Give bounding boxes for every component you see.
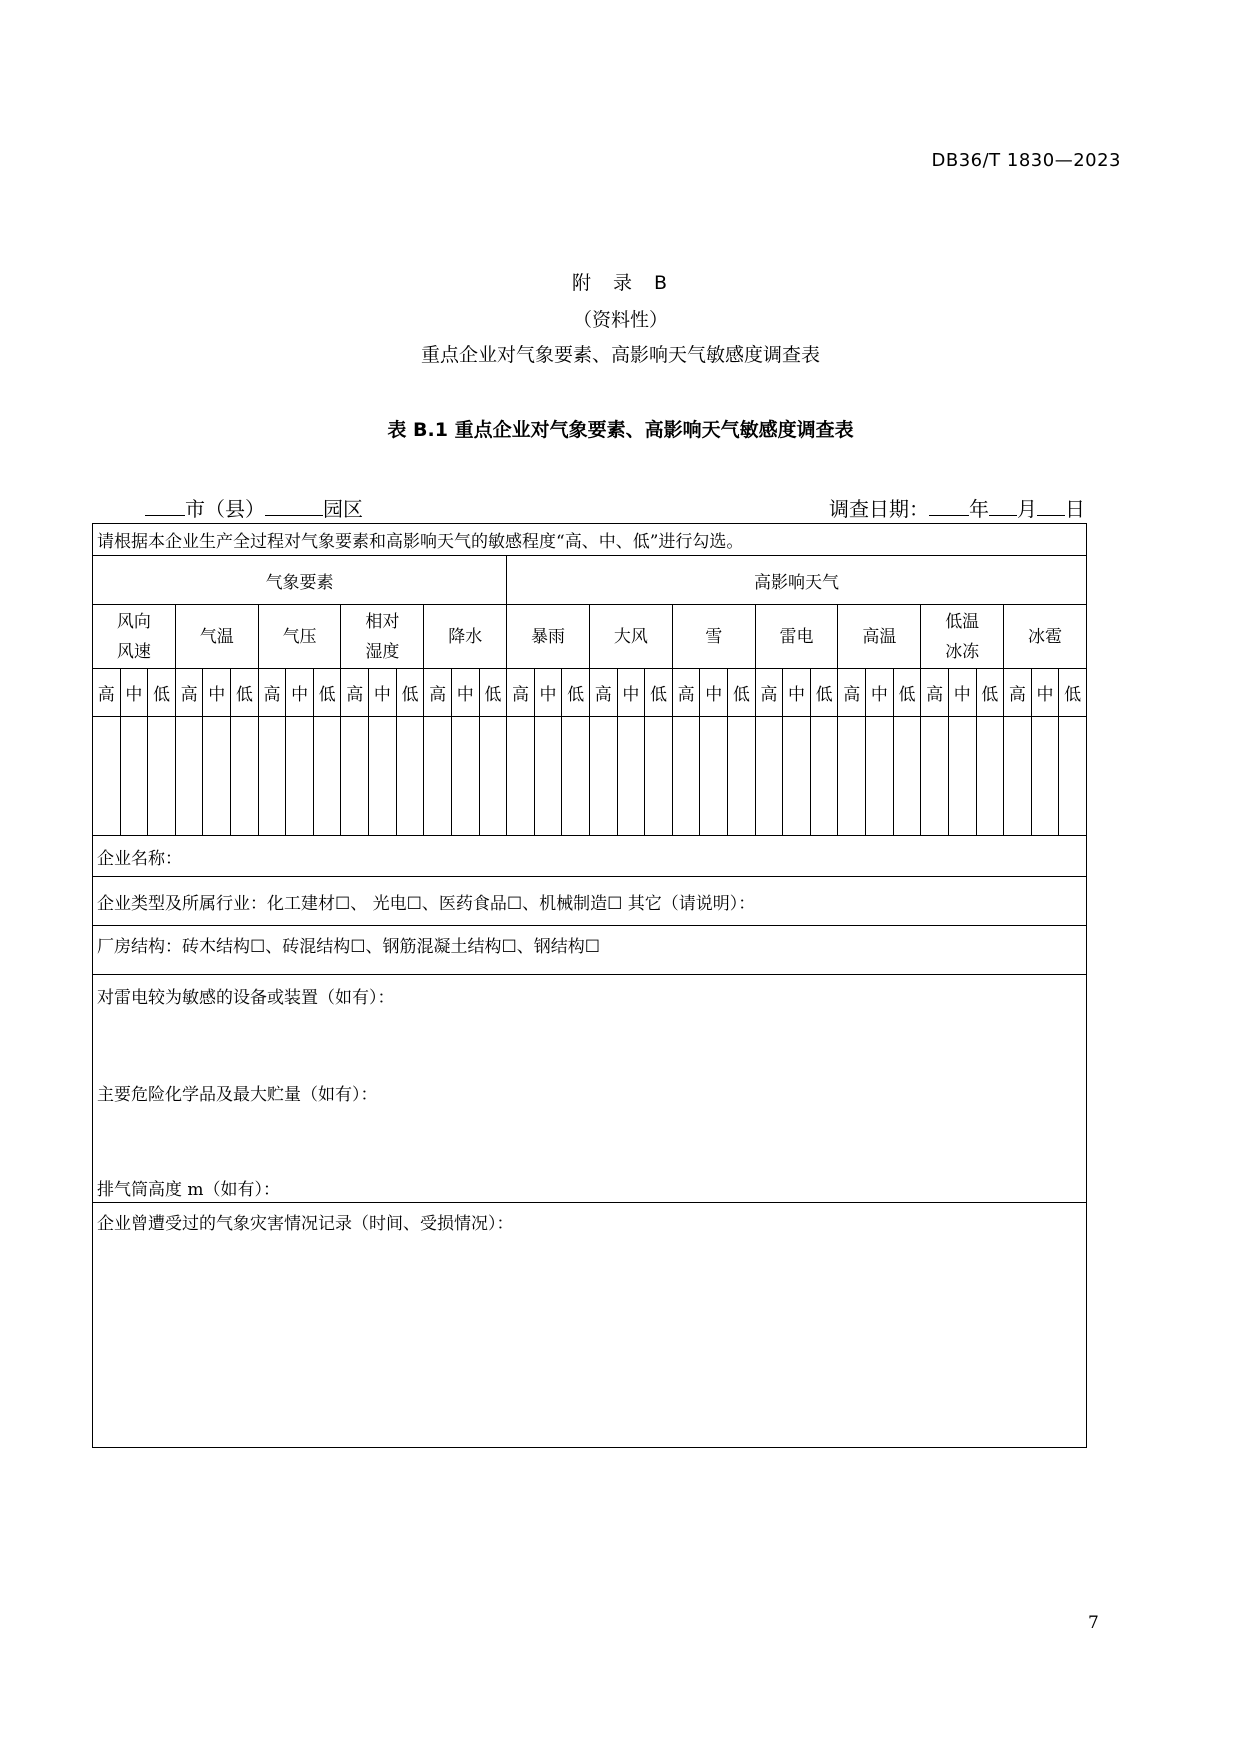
factor-label-line1: 气温 [199,626,234,647]
company-type-row [93,877,1087,926]
survey-meta-line [93,493,1085,523]
level-checkbox-cell[interactable] [700,717,728,836]
group-row [93,556,1087,605]
factor-header [1004,605,1087,669]
group-weather-elements: 气象要素 [93,556,507,605]
level-checkbox-cell[interactable] [507,717,535,836]
level-checkbox-cell[interactable] [948,717,976,836]
appendix-title: 重点企业对气象要素、高影响天气敏感度调查表 [420,344,820,366]
level-row [93,669,1087,717]
level-label: 低 [148,669,176,717]
lightning-devices-label: 对雷电较为敏感的设备或装置（如有）： [97,988,395,1008]
level-checkbox-cell[interactable] [672,717,700,836]
level-label: 高 [424,669,452,717]
company-name-row [93,836,1087,877]
level-label: 高 [838,669,866,717]
level-label: 低 [976,669,1004,717]
level-label: 中 [534,669,562,717]
level-checkbox-cell[interactable] [479,717,507,836]
level-label: 中 [1031,669,1059,717]
factor-label-line1: 雷电 [779,626,814,647]
level-checkbox-cell[interactable] [1031,717,1059,836]
factor-label-line1: 风向 [116,611,151,632]
checkbox-row [93,717,1087,836]
instruction-text: 请根据本企业生产全过程对气象要素和高影响天气的敏感程度“高、中、低”进行勾选。 [93,524,1087,556]
building-structure-row [93,926,1087,975]
standard-code: DB36/T 1830—2023 [931,150,1121,171]
location-fields [145,493,363,522]
level-label: 高 [1004,669,1032,717]
level-label: 中 [451,669,479,717]
level-checkbox-cell[interactable] [589,717,617,836]
date-fields [829,493,1085,522]
date-label: 调查日期： [829,497,929,521]
level-label: 中 [617,669,645,717]
level-checkbox-cell[interactable] [203,717,231,836]
year-label: 年 [969,497,989,521]
month-blank[interactable] [989,495,1017,516]
level-checkbox-cell[interactable] [617,717,645,836]
factor-label-line1: 相对 [365,611,400,632]
table-title: 表 B.1 重点企业对气象要素、高影响天气敏感度调查表 [387,419,854,441]
factor-header [424,605,507,669]
level-label: 高 [755,669,783,717]
factor-label-line1: 暴雨 [531,626,566,647]
level-label: 中 [286,669,314,717]
level-label: 高 [672,669,700,717]
level-label: 低 [562,669,590,717]
level-checkbox-cell[interactable] [838,717,866,836]
level-label: 低 [313,669,341,717]
park-blank[interactable] [265,495,323,516]
level-label: 中 [120,669,148,717]
building-structure-field[interactable]: 厂房结构：砖木结构☐、砖混结构☐、钢筋混凝土结构☐、钢结构☐ [93,926,1087,975]
level-label: 中 [700,669,728,717]
disaster-record-field[interactable]: 企业曾遭受过的气象灾害情况记录（时间、受损情况）： [93,1203,1087,1448]
page-number: 7 [1088,1613,1099,1633]
city-blank[interactable] [145,495,185,516]
level-checkbox-cell[interactable] [424,717,452,836]
park-label: 园区 [323,497,363,521]
factor-row [93,605,1087,669]
level-checkbox-cell[interactable] [810,717,838,836]
factor-label-line1: 冰雹 [1028,626,1063,647]
level-label: 高 [341,669,369,717]
level-label: 低 [645,669,673,717]
level-label: 高 [93,669,121,717]
factor-header [838,605,921,669]
level-checkbox-cell[interactable] [286,717,314,836]
level-checkbox-cell[interactable] [783,717,811,836]
factor-header [93,605,176,669]
level-checkbox-cell[interactable] [728,717,756,836]
level-label: 高 [258,669,286,717]
level-checkbox-cell[interactable] [451,717,479,836]
factor-label-line1: 雪 [705,626,723,647]
level-checkbox-cell[interactable] [755,717,783,836]
factor-label-line1: 高温 [862,626,897,647]
level-label: 高 [589,669,617,717]
disaster-record-row [93,1203,1087,1448]
company-type-field[interactable]: 企业类型及所属行业：化工建材☐、 光电☐、医药食品☐、机械制造☐ 其它（请说明）： [93,877,1087,926]
survey-table [92,523,1087,1448]
appendix-label: 附录B [571,272,690,294]
level-label: 低 [1059,669,1087,717]
level-checkbox-cell[interactable] [231,717,259,836]
appendix-title-block [0,268,1241,367]
level-label: 高 [507,669,535,717]
details-row [93,975,1087,1203]
chimney-height-label: 排气筒高度 m（如有）： [97,1180,281,1200]
factor-label-line1: 低温 [945,611,980,632]
instruction-row [93,524,1087,556]
factor-header [672,605,755,669]
day-blank[interactable] [1037,495,1065,516]
month-label: 月 [1017,497,1037,521]
factor-header [507,605,590,669]
appendix-nature: （资料性） [572,309,668,331]
level-checkbox-cell[interactable] [341,717,369,836]
level-checkbox-cell[interactable] [921,717,949,836]
level-label: 低 [231,669,259,717]
factor-header [921,605,1004,669]
level-checkbox-cell[interactable] [93,717,121,836]
company-name-field[interactable]: 企业名称： [93,836,1087,877]
factor-label-line1: 气压 [282,626,317,647]
factor-header [341,605,424,669]
level-label: 中 [783,669,811,717]
level-checkbox-cell[interactable] [976,717,1004,836]
level-checkbox-cell[interactable] [396,717,424,836]
level-checkbox-cell[interactable] [645,717,673,836]
level-label: 低 [396,669,424,717]
level-checkbox-cell[interactable] [369,717,397,836]
factor-label-line1: 大风 [613,626,648,647]
factor-header [755,605,838,669]
level-checkbox-cell[interactable] [148,717,176,836]
year-blank[interactable] [929,495,969,516]
factor-header [175,605,258,669]
factor-label-line1: 降水 [448,626,483,647]
level-checkbox-cell[interactable] [866,717,894,836]
level-label: 高 [175,669,203,717]
level-label: 中 [948,669,976,717]
group-high-impact-weather: 高影响天气 [507,556,1087,605]
level-label: 低 [479,669,507,717]
level-checkbox-cell[interactable] [175,717,203,836]
level-label: 低 [728,669,756,717]
level-checkbox-cell[interactable] [893,717,921,836]
level-label: 高 [921,669,949,717]
level-label: 中 [866,669,894,717]
level-checkbox-cell[interactable] [313,717,341,836]
factor-label-line2: 风速 [116,641,151,662]
day-label: 日 [1065,497,1085,521]
level-checkbox-cell[interactable] [1004,717,1032,836]
level-label: 低 [893,669,921,717]
level-checkbox-cell[interactable] [1059,717,1087,836]
factor-header [589,605,672,669]
level-checkbox-cell[interactable] [534,717,562,836]
level-label: 中 [369,669,397,717]
level-checkbox-cell[interactable] [258,717,286,836]
factor-header [258,605,341,669]
level-checkbox-cell[interactable] [120,717,148,836]
level-label: 中 [203,669,231,717]
hazardous-chemicals-label: 主要危险化学品及最大贮量（如有）： [97,1085,378,1105]
details-cell[interactable] [93,975,1087,1203]
level-checkbox-cell[interactable] [562,717,590,836]
level-label: 低 [810,669,838,717]
city-label: 市（县） [185,497,265,521]
factor-label-line2: 湿度 [365,641,400,662]
factor-label-line2: 冰冻 [945,641,980,662]
